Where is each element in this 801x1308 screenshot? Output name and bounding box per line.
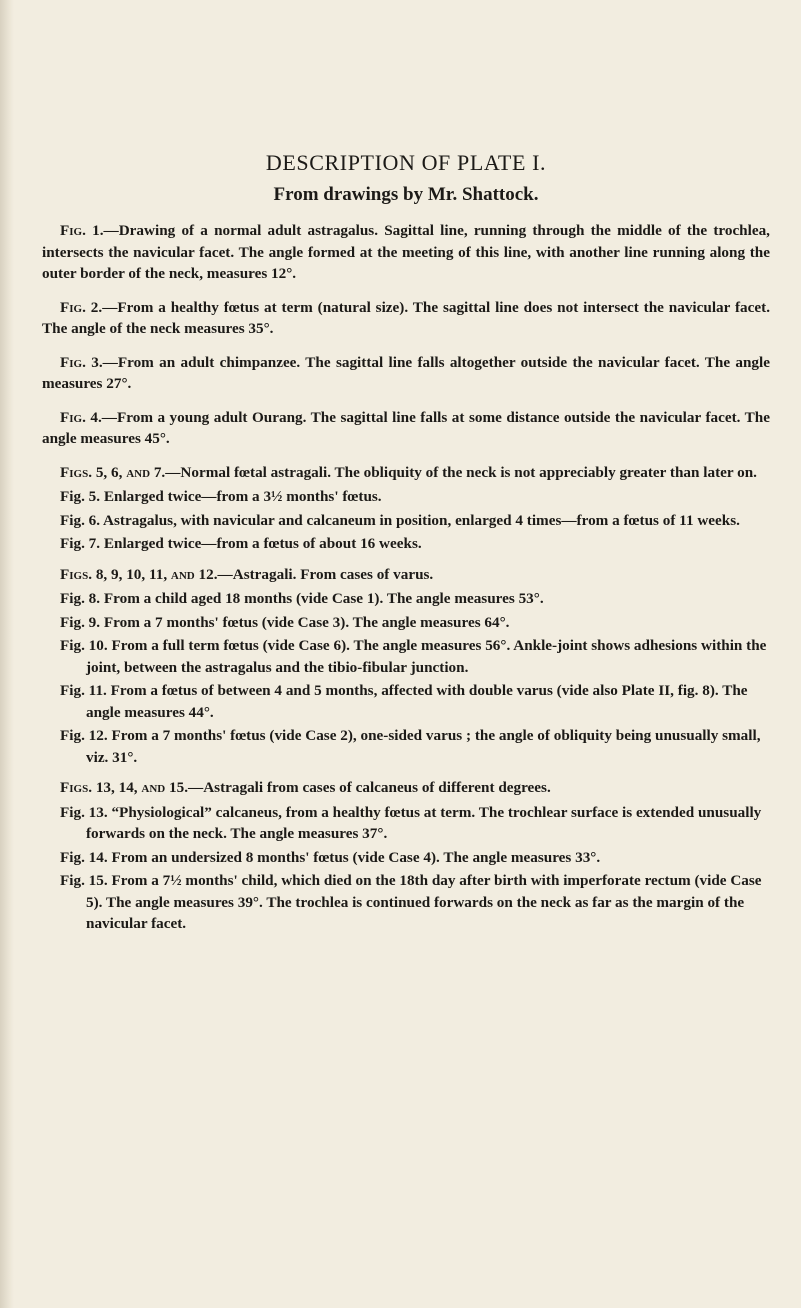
plate-subtitle: From drawings by Mr. Shattock.	[273, 184, 539, 205]
figure-label: Fig. 3.	[60, 353, 103, 371]
sub-figure-item: Fig. 7. Enlarged twice—from a fœtus of about 16 weeks.	[60, 535, 422, 552]
sub-figure-item: Fig. 5. Enlarged twice—from a 3½ months' fœtus.	[60, 488, 382, 505]
figure-group	[42, 777, 770, 935]
figure-label: Fig. 2.	[60, 298, 103, 316]
group-label: Figs. 8, 9, 10, 11, and 12.	[60, 565, 218, 583]
sub-figure-item: Fig. 11. From a fœtus of between 4 and 5 months, affected with double varus (vide also Plate II, fig. 8). The angle measures 44°.	[60, 682, 748, 721]
sub-figure-item: Fig. 12. From a 7 months' fœtus (vide Case 2), one-sided varus ; the angle of obliquity being unusually small, viz. 31°.	[60, 727, 761, 766]
figure-group	[42, 564, 770, 769]
figure-label: Fig. 1.	[60, 222, 104, 239]
sub-figure-item: Fig. 15. From a 7½ months' child, which died on the 18th day after birth with imperforate rectum (vide Case 5). The angle measures 39°. The trochlea is continued forwards on the neck as far as the margin of the navicular facet.	[60, 872, 762, 932]
sub-figure-item: Fig. 8. From a child aged 18 months (vide Case 1). The angle measures 53°.	[60, 590, 544, 607]
sub-figure-item: Fig. 6. Astragalus, with navicular and calcaneum in position, enlarged 4 times—from a fœtus of 11 weeks.	[60, 511, 740, 529]
sub-figure-item: Fig. 14. From an undersized 8 months' fœtus (vide Case 4). The angle measures 33°.	[60, 848, 601, 866]
sub-figure-item: Fig. 9. From a 7 months' fœtus (vide Case 3). The angle measures 64°.	[60, 613, 510, 631]
group-description: —Astragali from cases of calcaneus of different degrees.	[188, 779, 551, 796]
figure-entry	[42, 297, 770, 340]
group-label: Figs. 13, 14, and 15.	[60, 779, 189, 796]
group-label: Figs. 5, 6, and 7.	[60, 463, 166, 481]
figure-entry	[42, 407, 770, 450]
figure-group	[42, 462, 770, 555]
page-spine-shadow	[0, 0, 14, 1308]
sub-figure-item: Fig. 13. “Physiological” calcaneus, from a healthy fœtus at term. The trochlear surface is extended unusually forwards on the neck. The angle measures 37°.	[60, 803, 762, 842]
group-heading	[42, 462, 770, 484]
figure-entry	[42, 220, 770, 285]
group-description: —Normal fœtal astragali. The obliquity of the neck is not appreciably greater than later on.	[165, 463, 757, 481]
group-description: —Astragali. From cases of varus.	[217, 565, 434, 583]
figure-label: Fig. 4.	[60, 408, 102, 426]
figure-entry	[42, 352, 770, 395]
figure-description: —Drawing of a normal adult astragalus. Sagittal line, running through the middle of the trochlea, intersects the navicular facet. The angle formed at the meeting of this line, with another line running along the outer border of the neck, measures 12°.	[42, 222, 770, 282]
group-heading	[42, 777, 770, 799]
figure-description: —From a healthy fœtus at term (natural size). The sagittal line does not intersect the navicular facet. The angle of the neck measures 35°.	[42, 298, 770, 337]
group-heading	[42, 564, 770, 586]
sub-figure-item: Fig. 10. From a full term fœtus (vide Case 6). The angle measures 56°. Ankle-joint shows adhesions within the joint, between the astragalus and the tibio-fibular junction.	[60, 637, 767, 676]
document-page	[42, 150, 770, 937]
figure-description: —From a young adult Ourang. The sagittal line falls at some distance outside the navicular facet. The angle measures 45°.	[42, 408, 770, 447]
figure-description: —From an adult chimpanzee. The sagittal line falls altogether outside the navicular facet. The angle measures 27°.	[42, 353, 770, 392]
plate-title: DESCRIPTION OF PLATE I.	[265, 150, 547, 175]
